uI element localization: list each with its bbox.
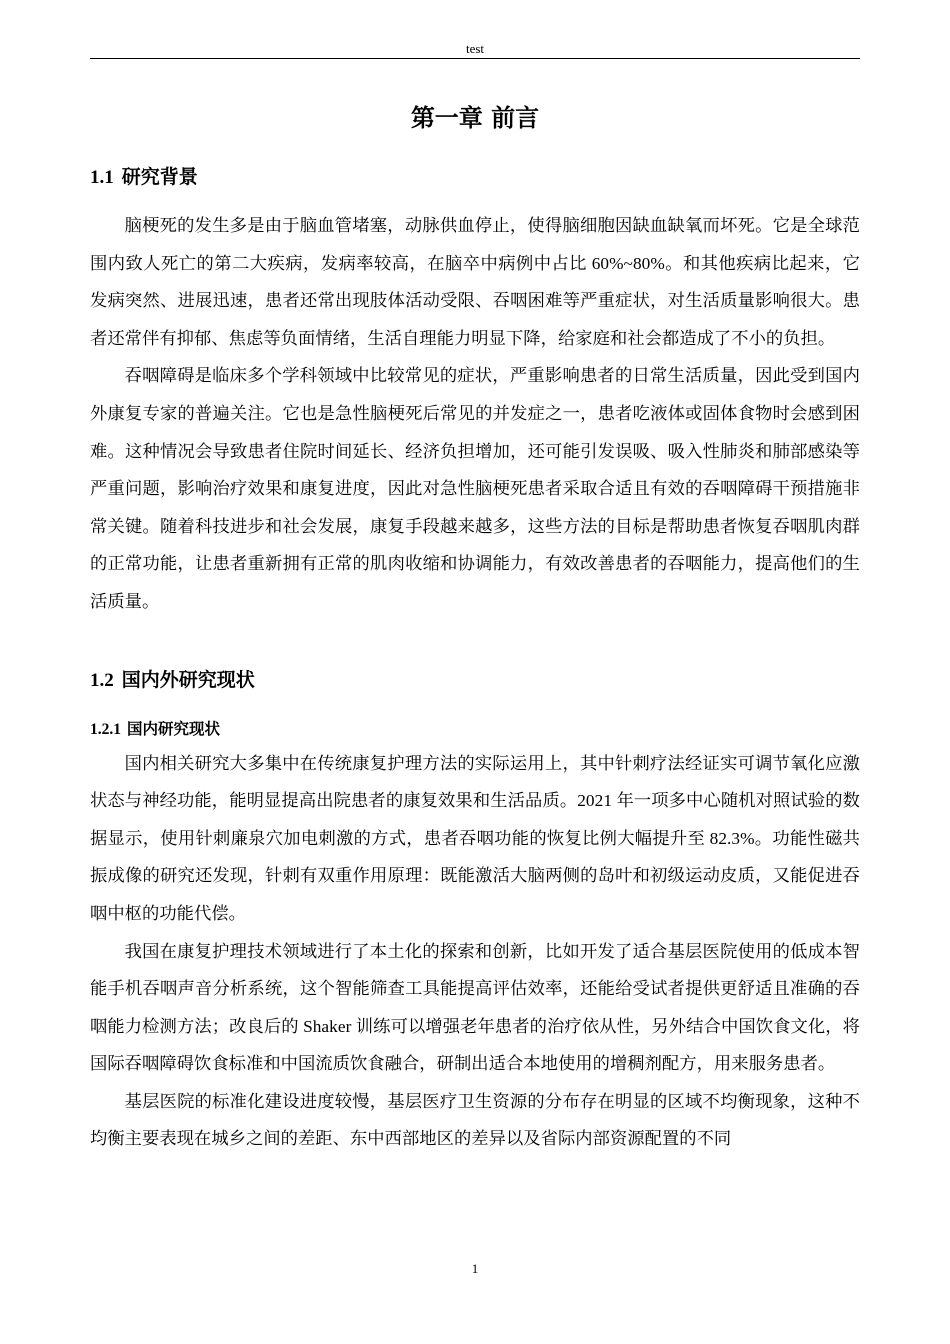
paragraph: 脑梗死的发生多是由于脑血管堵塞，动脉供血停止，使得脑细胞因缺血缺氧而坏死。它是全球范围内致人死亡的第二大疾病，发病率较高，在脑卒中病例中占比 60%~80%。和其他疾病比起来，它发病突然、进展迅速，患者还常出现肢体活动受限、吞咽困难等严重症状，对生活质量影响很大。患者还常伴有抑郁、焦虑等负面情绪，生活自理能力明显下降，给家庭和社会都造成了不小的负担。 — [90, 216, 860, 348]
running-header: test — [465, 41, 485, 56]
subsection-1-2-1 — [90, 716, 860, 1159]
section-title: 研究背景 — [121, 166, 198, 188]
section-heading — [90, 665, 860, 696]
chapter-title: 第一章 前言 — [410, 104, 540, 132]
header-rule — [90, 58, 860, 59]
subsection-heading — [90, 716, 860, 743]
page-content — [90, 96, 860, 1158]
section-number: 1.2 — [90, 669, 114, 691]
section-heading — [90, 162, 860, 193]
section-1-2 — [90, 665, 860, 1159]
paragraph: 吞咽障碍是临床多个学科领域中比较常见的症状，严重影响患者的日常生活质量，因此受到国内外康复专家的普遍关注。它也是急性脑梗死后常见的并发症之一，患者吃液体或固体食物时会感到困难。这种情况会导致患者住院时间延长、经济负担增加，还可能引发误吸、吸入性肺炎和肺部感染等严重问题，影响治疗效果和康复进度，因此对急性脑梗死患者采取合适且有效的吞咽障碍干预措施非常关键。随着科技进步和社会发展，康复手段越来越多，这些方法的目标是帮助患者恢复吞咽肌肉群的正常功能，让患者重新拥有正常的肌肉收缩和协调能力，有效改善患者的吞咽能力，提高他们的生活质量。 — [90, 366, 860, 611]
section-title: 国内外研究现状 — [121, 668, 255, 691]
subsection-title: 国内研究现状 — [127, 719, 221, 738]
paragraph: 国内相关研究大多集中在传统康复护理方法的实际运用上，其中针刺疗法经证实可调节氧化应激状态与神经功能，能明显提高出院患者的康复效果和生活品质。2021 年一项多中心随机对照试验的数据显示，使用针刺廉泉穴加电刺激的方式，患者吞咽功能的恢复比例大幅提升至 82.3%。功能性磁共振成像的研究还发现，针刺有双重作用原理：既能激活大脑两侧的岛叶和初级运动皮质，又能促进吞咽中枢的功能代偿。 — [90, 753, 860, 923]
paragraph: 我国在康复护理技术领域进行了本土化的探索和创新，比如开发了适合基层医院使用的低成本智能手机吞咽声音分析系统，这个智能筛查工具能提高评估效率，还能给受试者提供更舒适且准确的吞咽能力检测方法；改良后的 Shaker 训练可以增强老年患者的治疗依从性，另外结合中国饮食文化，将国际吞咽障碍饮食标准和中国流质饮食融合，研制出适合本地使用的增稠剂配方，用来服务患者。 — [90, 941, 860, 1074]
page-number: 1 — [471, 1261, 479, 1276]
section-number: 1.1 — [90, 167, 114, 188]
section-1-1 — [90, 162, 860, 621]
subsection-number: 1.2.1 — [90, 720, 121, 738]
paragraph: 基层医院的标准化建设进度较慢，基层医疗卫生资源的分布存在明显的区域不均衡现象，这种不均衡主要表现在城乡之间的差距、东中西部地区的差异以及省际内部资源配置的不同 — [90, 1091, 860, 1149]
